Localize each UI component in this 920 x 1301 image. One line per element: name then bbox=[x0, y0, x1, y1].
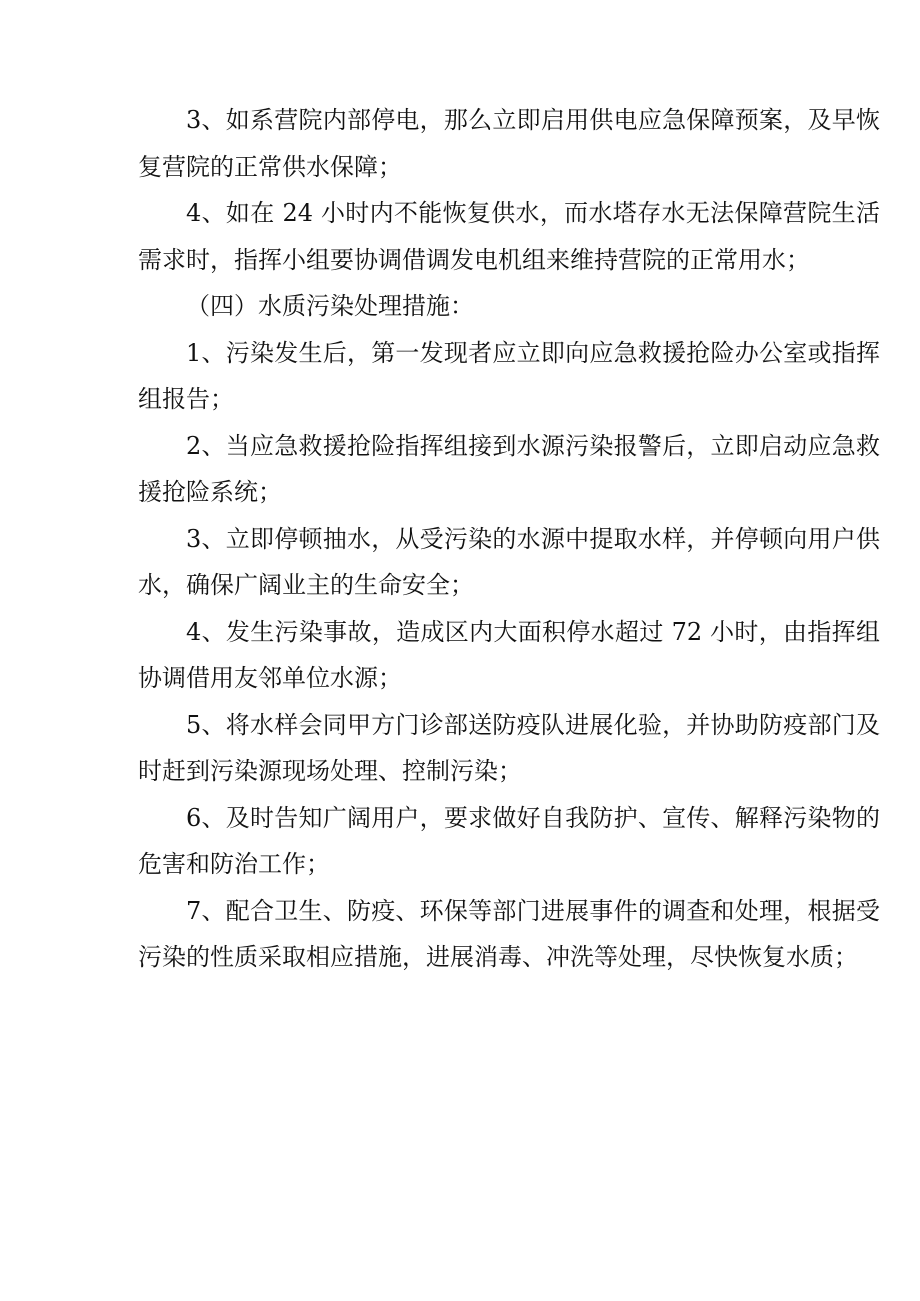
paragraph-step-6: 6、及时告知广阔用户，要求做好自我防护、宣传、解释污染物的危害和防治工作； bbox=[138, 803, 880, 878]
paragraph-step-5: 5、将水样会同甲方门诊部送防疫队进展化验，并协助防疫部门及时赶到污染源现场处理、控制污染； bbox=[138, 710, 880, 785]
paragraph-step-7: 7、配合卫生、防疫、环保等部门进展事件的调查和处理，根据受污染的性质采取相应措施，进展消毒、冲洗等处理，尽快恢复水质； bbox=[138, 896, 880, 971]
paragraph-step-1: 1、污染发生后，第一发现者应立即向应急救援抢险办公室或指挥组报告； bbox=[138, 338, 880, 413]
paragraph-power-outage: 3、如系营院内部停电，那么立即启用供电应急保障预案，及早恢复营院的正常供水保障； bbox=[138, 106, 880, 181]
paragraph-step-2: 2、当应急救援抢险指挥组接到水源污染报警后，立即启动应急救援抢险系统； bbox=[138, 431, 880, 506]
paragraph-step-3: 3、立即停顿抽水，从受污染的水源中提取水样，并停顿向用户供水，确保广阔业主的生命安全； bbox=[138, 524, 880, 599]
paragraph-generator-supply: 4、如在 24 小时内不能恢复供水，而水塔存水无法保障营院生活需求时，指挥小组要协调借调发电机组来维持营院的正常用水； bbox=[138, 199, 880, 274]
document-body bbox=[138, 97, 880, 981]
paragraph-step-4: 4、发生污染事故，造成区内大面积停水超过 72 小时，由指挥组协调借用友邻单位水源； bbox=[138, 617, 880, 692]
section-heading-water-pollution: （四）水质污染处理措施： bbox=[186, 292, 474, 320]
